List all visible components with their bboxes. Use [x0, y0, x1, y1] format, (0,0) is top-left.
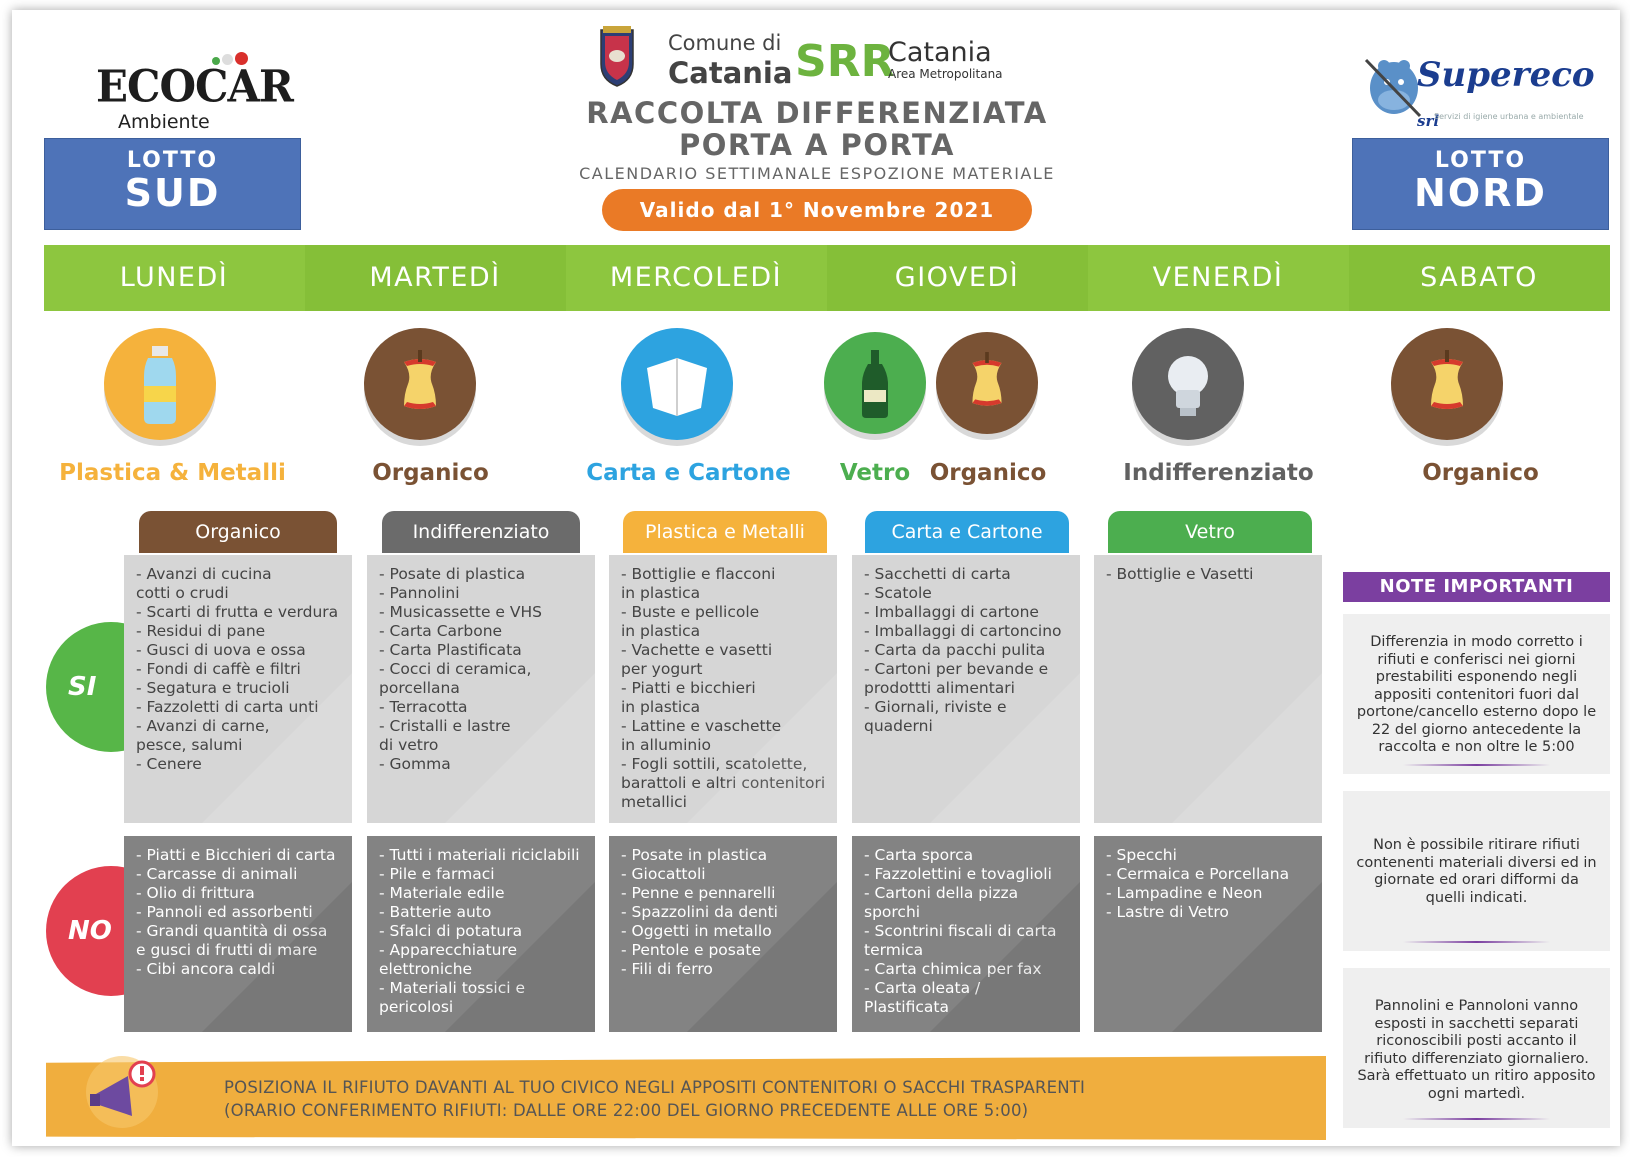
srr-area: Area Metropolitana	[888, 67, 1003, 81]
tuesday-label: Organico	[372, 460, 489, 486]
list-item: - Fondi di caffè e filtri	[136, 660, 301, 678]
list-item: - Segatura e trucioli	[136, 679, 290, 697]
note-1	[1343, 614, 1610, 774]
list-item: prodottti alimentari	[864, 679, 1015, 697]
day-friday: VENERDÌ	[1152, 262, 1284, 293]
list-item: - Sacchetti di carta	[864, 565, 1011, 583]
list-item: - Pile e farmaci	[379, 865, 495, 883]
list-item: - Carta chimica per fax	[864, 960, 1042, 978]
list-item: porcellana	[379, 679, 460, 697]
list-item: - Pannoli ed assorbenti	[136, 903, 313, 921]
bottle-icon	[104, 328, 216, 440]
list-item: - Lattine e vaschette	[621, 717, 782, 735]
note-2	[1343, 791, 1610, 951]
ecocar-logo-text: ECOCAR	[96, 60, 293, 113]
weekday-bar	[44, 245, 1610, 311]
srr-catania	[888, 39, 1003, 81]
tab-vetro: Vetro	[1108, 511, 1312, 553]
card-carta-cartone-yes	[852, 555, 1080, 823]
list-item: - Vachette e vasetti	[621, 641, 773, 659]
list-item: - Batterie auto	[379, 903, 492, 921]
list-item: - Buste e pellicole	[621, 603, 760, 621]
list-item: pericolosi	[379, 998, 454, 1016]
lotto-sud-line2: SUD	[124, 171, 221, 215]
list-item: - Fazzolettini e tovaglioli	[864, 865, 1052, 883]
day-thursday: GIOVEDÌ	[827, 245, 1088, 311]
day-saturday: SABATO	[1349, 245, 1610, 311]
monday-label: Plastica & Metalli	[59, 460, 286, 486]
list-item: - Cocci di ceramica,	[379, 660, 532, 678]
card-carta-cartone-no	[852, 836, 1080, 1032]
list-item: - Apparecchiature	[379, 941, 518, 959]
list-item: - Avanzi di cucina	[136, 565, 272, 583]
banner-line2: (ORARIO CONFERIMENTO RIFIUTI: DALLE ORE 22:00 DEL GIORNO PRECEDENTE ALLE ORE 5:00)	[224, 1101, 1029, 1120]
page-subtitle: CALENDARIO SETTIMANALE ESPOZIONE MATERIALE	[579, 164, 1055, 183]
card-plastica-metalli-yes	[609, 555, 837, 823]
list-item: cotti o crudi	[136, 584, 229, 602]
note-1-text: Differenzia in modo corretto i rifiuti e conferisci nei giorni prestabiliti esponendo negli appositi contenitori fuori dal portone/cancello esterno dopo le 22 del giorno antecedente la raccolta e non oltre le 5:00	[1356, 634, 1597, 755]
list-item: - Specchi	[1106, 846, 1177, 864]
list-item: - Spazzolini da denti	[621, 903, 778, 921]
lotto-nord-line2: NORD	[1414, 171, 1547, 215]
note-2-text: Non è possibile ritirare rifiuti contenenti materiali diversi ed in giornate ed orari difformi da quelli indicati.	[1356, 837, 1597, 906]
list-item: - Materiale edile	[379, 884, 505, 902]
list-item: - Bottiglie e flacconi	[621, 565, 776, 583]
list-item: - Carta oleata /	[864, 979, 981, 997]
note-3	[1343, 968, 1610, 1128]
supereco-tagline: Servizi di igiene urbana e ambientale	[1434, 112, 1584, 121]
lotto-sud-badge	[44, 138, 301, 230]
list-item: - Tutti i materiali riciclabili	[379, 846, 580, 864]
apple-core-icon	[936, 332, 1038, 434]
list-item: - Grandi quantità di ossa	[136, 922, 328, 940]
glass-bottle-icon	[824, 332, 926, 434]
apple-core-icon	[364, 328, 476, 440]
no-badge: NO	[46, 866, 176, 996]
list-item: per yogurt	[621, 660, 703, 678]
lotto-nord-badge	[1352, 138, 1609, 230]
list-item: - Giornali, riviste e	[864, 698, 1007, 716]
thursday-label-2: Organico	[929, 460, 1047, 486]
catania-coat-of-arms-icon	[595, 26, 639, 88]
day-wednesday: MERCOLEDÌ	[609, 262, 783, 293]
list-item: - Sfalci di potatura	[379, 922, 523, 940]
list-item: - Musicassette e VHS	[379, 603, 542, 621]
list-item: - Imballaggi di cartone	[864, 603, 1039, 621]
supereco-logo-suffix: srl	[1417, 112, 1440, 130]
list-item: - Fili di ferro	[621, 960, 713, 978]
list-item: - Lastre di Vetro	[1106, 903, 1229, 921]
list-item: termica	[864, 941, 924, 959]
card-indifferenziato-yes	[367, 555, 595, 823]
list-item: e gusci di frutti di mare	[136, 941, 318, 959]
list-item: - Cristalli e lastre	[379, 717, 511, 735]
list-item: - Materiali tossici e	[379, 979, 526, 997]
card-organico-yes	[124, 555, 352, 823]
list-item: - Cartoni della pizza	[864, 884, 1019, 902]
calendar-poster	[12, 10, 1620, 1146]
tab-carta-cartone: Carta e Cartone	[865, 511, 1069, 553]
list-item: - Posate in plastica	[621, 846, 768, 864]
list-item: metallici	[621, 793, 687, 811]
si-badge: SI	[46, 622, 176, 752]
list-item: - Fazzoletti di carta unti	[136, 698, 319, 716]
card-vetro-yes	[1094, 555, 1322, 823]
list-item: in alluminio	[621, 736, 712, 754]
srr-logo: SRR	[795, 36, 895, 87]
ecocar-logo	[96, 50, 293, 140]
list-item: - Imballaggi di cartoncino	[864, 622, 1062, 640]
srr-city: Catania	[888, 37, 992, 68]
list-item: in plastica	[621, 698, 701, 716]
tab-indifferenziato: Indifferenziato	[382, 511, 580, 553]
ecocar-logo-sub: Ambiente	[118, 111, 210, 133]
list-item: - Fogli sottili, scatolette,	[621, 755, 808, 773]
page-title-line2: PORTA A PORTA	[679, 128, 955, 162]
list-item: in plastica	[621, 584, 701, 602]
list-item: di vetro	[379, 736, 439, 754]
notes-title: NOTE IMPORTANTI	[1343, 572, 1610, 602]
list-item: - Carta Plastificata	[379, 641, 522, 659]
valid-from-pill: Valido dal 1° Novembre 2021	[602, 189, 1032, 231]
supereco-logo	[1362, 50, 1612, 130]
list-item: - Piatti e bicchieri	[621, 679, 756, 697]
list-item: quaderni	[864, 717, 933, 735]
list-item: sporchi	[864, 903, 921, 921]
list-item: - Gomma	[379, 755, 451, 773]
day-monday: LUNEDÌ	[119, 262, 229, 293]
note-divider	[1403, 941, 1550, 943]
card-vetro-no	[1094, 836, 1322, 1032]
list-item: - Scatole	[864, 584, 932, 602]
list-item: - Scarti di frutta e verdura	[136, 603, 339, 621]
book-icon	[621, 328, 733, 440]
list-item: - Lampadine e Neon	[1106, 884, 1263, 902]
card-organico-no	[124, 836, 352, 1032]
list-item: - Gusci di uova e ossa	[136, 641, 306, 659]
list-item: - Pannolini	[379, 584, 460, 602]
tab-plastica-metalli: Plastica e Metalli	[623, 511, 827, 553]
comune-di-catania	[668, 28, 792, 88]
list-item: - Olio di frittura	[136, 884, 255, 902]
lotto-nord-line1: LOTTO	[1434, 148, 1527, 173]
list-item: elettroniche	[379, 960, 473, 978]
list-item: - Oggetti in metallo	[621, 922, 772, 940]
list-item: - Scontrini fiscali di carta	[864, 922, 1057, 940]
thursday-label-1: Vetro	[839, 460, 911, 486]
saturday-label: Organico	[1422, 460, 1539, 486]
note-3-text: Pannolini e Pannoloni vanno esposti in sacchetti separati riconoscibili posti accanto il rifiuto differenziato giornaliero. Sarà effettuato un ritiro apposito ogni martedì.	[1357, 998, 1596, 1102]
list-item: - Carta da pacchi pulita	[864, 641, 1046, 659]
list-item: - Piatti e Bicchieri di carta	[136, 846, 336, 864]
list-item: - Penne e pennarelli	[621, 884, 776, 902]
list-item: - Carta Carbone	[379, 622, 503, 640]
list-item: Plastificata	[864, 998, 949, 1016]
wednesday-label: Carta e Cartone	[586, 460, 791, 486]
list-item: - Cenere	[136, 755, 202, 773]
list-item: - Giocattoli	[621, 865, 706, 883]
banner-line1: POSIZIONA IL RIFIUTO DAVANTI AL TUO CIVICO NEGLI APPOSITI CONTENITORI O SACCHI TRASPARENTI	[224, 1078, 1086, 1097]
list-item: in plastica	[621, 622, 701, 640]
friday-label: Indifferenziato	[1123, 460, 1314, 486]
lotto-sud-line1: LOTTO	[126, 148, 219, 173]
comune-line1: Comune di	[668, 31, 782, 55]
page-title-line1: RACCOLTA DIFFERENZIATA	[586, 96, 1048, 130]
list-item: - Posate di plastica	[379, 565, 526, 583]
supereco-logo-text: Supereco	[1417, 55, 1595, 95]
apple-core-icon	[1391, 328, 1503, 440]
list-item: - Cibi ancora caldi	[136, 960, 276, 978]
list-item: barattoli e altri contenitori	[621, 774, 826, 792]
list-item: - Residui di pane	[136, 622, 266, 640]
list-item: - Carcasse di animali	[136, 865, 298, 883]
banner-text	[224, 1076, 1085, 1122]
list-item: pesce, salumi	[136, 736, 243, 754]
list-item: - Bottiglie e Vasetti	[1106, 565, 1254, 583]
list-item: - Cartoni per bevande e	[864, 660, 1049, 678]
tab-organico: Organico	[139, 511, 337, 553]
card-indifferenziato-no	[367, 836, 595, 1032]
card-plastica-metalli-no	[609, 836, 837, 1032]
list-item: - Cermaica e Porcellana	[1106, 865, 1290, 883]
note-divider	[1403, 1118, 1550, 1120]
list-item: - Pentole e posate	[621, 941, 761, 959]
list-item: - Terracotta	[379, 698, 468, 716]
comune-line2: Catania	[668, 56, 793, 90]
megaphone-icon	[82, 1052, 162, 1132]
lightbulb-icon	[1132, 328, 1244, 440]
list-item: - Avanzi di carne,	[136, 717, 270, 735]
note-divider	[1403, 764, 1550, 766]
list-item: - Carta sporca	[864, 846, 974, 864]
day-tuesday: MARTEDÌ	[305, 245, 566, 311]
